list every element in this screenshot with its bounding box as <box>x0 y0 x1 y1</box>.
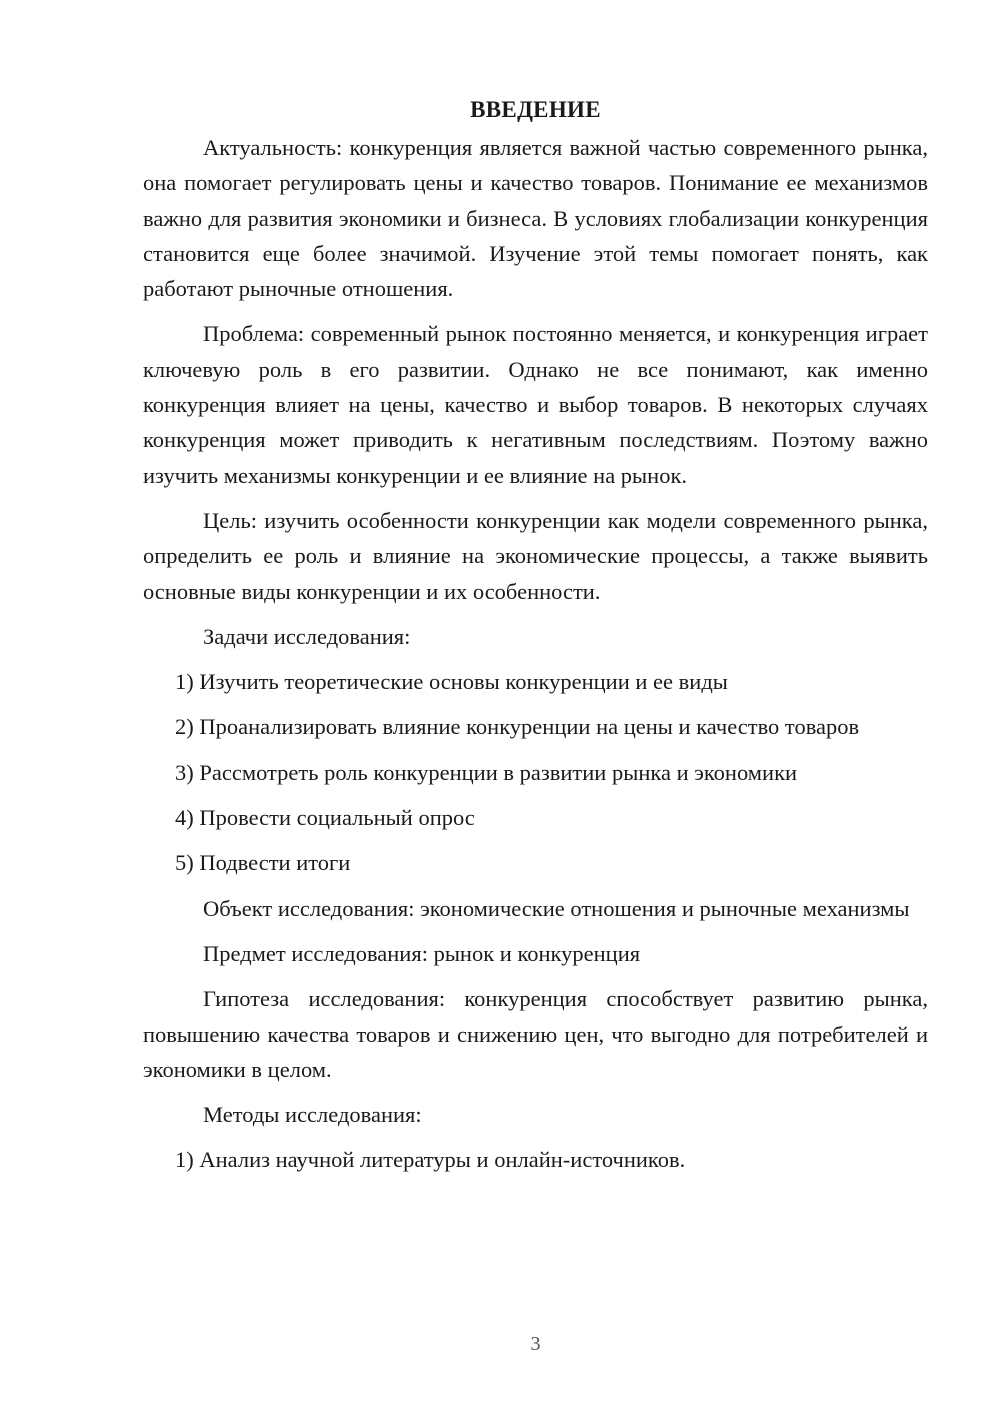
task-item-5: 5) Подвести итоги <box>175 850 351 876</box>
document-page <box>143 92 928 1178</box>
subject-paragraph: Предмет исследования: рынок и конкуренция <box>203 940 641 966</box>
page-title: ВВЕДЕНИЕ <box>470 97 601 122</box>
methods-heading: Методы исследования: <box>203 1102 422 1128</box>
problem-paragraph: Проблема: современный рынок постоянно меняется, и конкуренция играет ключевую роль в его развитии. Однако не все понимают, как именно конкуренция влияет на цены, качество и выбор товаров. В некоторых случаях конкуренция может приводить к негативным последствиям. Поэтому важно изучить механизмы конкуренции и ее влияние на рынок. <box>143 321 928 488</box>
task-item-1: 1) Изучить теоретические основы конкуренции и ее виды <box>175 669 728 695</box>
goal-paragraph: Цель: изучить особенности конкуренции как модели современного рынка, определить ее роль и влияние на экономические процессы, а также выявить основные виды конкуренции и их особенности. <box>143 507 928 604</box>
page-number: 3 <box>530 1333 541 1355</box>
method-item-1: 1) Анализ научной литературы и онлайн-источников. <box>175 1147 686 1173</box>
object-paragraph: Объект исследования: экономические отношения и рыночные механизмы <box>203 895 910 921</box>
task-item-4: 4) Провести социальный опрос <box>175 805 475 831</box>
hypothesis-paragraph: Гипотеза исследования: конкуренция способствует развитию рынка, повышению качества товаров и снижению цен, что выгодно для потребителей и экономики в целом. <box>143 986 928 1082</box>
tasks-heading: Задачи исследования: <box>203 623 411 649</box>
relevance-paragraph: Актуальность: конкуренция является важной частью современного рынка, она помогает регулировать цены и качество товаров. Понимание ее механизмов важно для развития экономики и бизнеса. В условиях глобализации конкуренция становится еще более значимой. Изучение этой темы помогает понять, как работают рыночные отношения. <box>143 135 928 302</box>
task-item-2: 2) Проанализировать влияние конкуренции на цены и качество товаров <box>175 714 860 740</box>
task-item-3: 3) Рассмотреть роль конкуренции в развитии рынка и экономики <box>175 759 798 785</box>
